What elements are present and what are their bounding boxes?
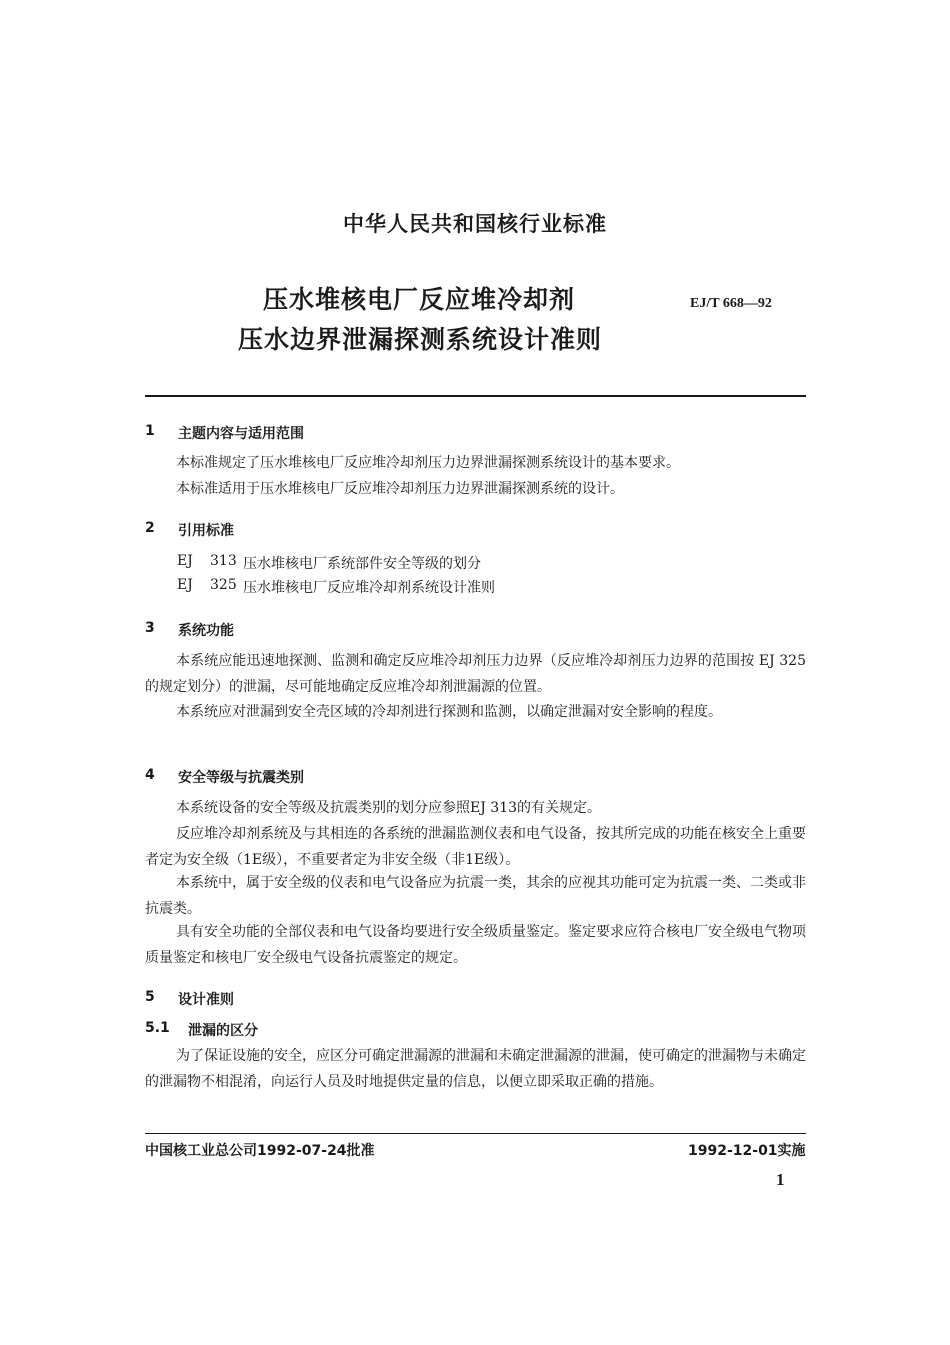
subsection-5-1-number: 5.1 bbox=[145, 1020, 170, 1036]
section-5-number: 5 bbox=[145, 989, 155, 1005]
reference-1-code: EJ bbox=[177, 553, 193, 569]
standard-category: 中华人民共和国核行业标准 bbox=[343, 212, 607, 236]
section-4-title: 安全等级与抗震类别 bbox=[178, 770, 304, 786]
header-divider bbox=[145, 395, 806, 397]
reference-2-number: 325 bbox=[210, 577, 237, 593]
section-1-title: 主题内容与适用范围 bbox=[178, 426, 304, 442]
effective-date: 1992-12-01实施 bbox=[688, 1143, 806, 1159]
page-number: 1 bbox=[776, 1170, 785, 1189]
section-1-paragraph-2: 本标准适用于压水堆核电厂反应堆冷却剂压力边界泄漏探测系统的设计。 bbox=[176, 481, 624, 497]
section-4-paragraph-4: 具有安全功能的全部仪表和电气设备均要进行安全级质量鉴定。鉴定要求应符合核电厂安全级电气物项质量鉴定和核电厂安全级电气设备抗震鉴定的规定。 bbox=[145, 924, 806, 966]
section-4-number: 4 bbox=[145, 767, 155, 783]
subsection-5-1-title: 泄漏的区分 bbox=[188, 1023, 258, 1039]
section-4-paragraph-1: 本系统设备的安全等级及抗震类别的划分应参照EJ 313的有关规定。 bbox=[176, 800, 602, 816]
subsection-5-1-paragraph: 为了保证设施的安全，应区分可确定泄漏源的泄漏和未确定泄漏源的泄漏，使可确定的泄漏物与未确定的泄漏物不相混淆，向运行人员及时地提供定量的信息，以便立即采取正确的措施。 bbox=[145, 1048, 806, 1090]
section-3-number: 3 bbox=[145, 620, 155, 636]
section-2-title: 引用标准 bbox=[178, 523, 234, 539]
section-1-number: 1 bbox=[145, 423, 155, 439]
reference-2-title: 压水堆核电厂反应堆冷却剂系统设计准则 bbox=[243, 580, 495, 596]
section-3-paragraph-1: 本系统应能迅速地探测、监测和确定反应堆冷却剂压力边界（反应堆冷却剂压力边界的范围按 EJ 325 的规定划分）的泄漏，尽可能地确定反应堆冷却剂泄漏源的位置。 bbox=[145, 653, 806, 695]
reference-2-code: EJ bbox=[177, 577, 193, 593]
section-3-paragraph-2: 本系统应对泄漏到安全壳区域的冷却剂进行探测和监测，以确定泄漏对安全影响的程度。 bbox=[176, 704, 722, 720]
section-3-title: 系统功能 bbox=[178, 623, 234, 639]
section-4-paragraph-3: 本系统中，属于安全级的仪表和电气设备应为抗震一类，其余的应视其功能可定为抗震一类、二类或非抗震类。 bbox=[145, 875, 806, 917]
section-5-title: 设计准则 bbox=[178, 992, 234, 1008]
section-2-number: 2 bbox=[145, 520, 155, 536]
reference-1-number: 313 bbox=[210, 553, 237, 569]
document-title-line1: 压水堆核电厂反应堆冷却剂 bbox=[263, 285, 576, 314]
reference-1-title: 压水堆核电厂系统部件安全等级的划分 bbox=[243, 556, 481, 572]
document-title-line2: 压水边界泄漏探测系统设计准则 bbox=[238, 325, 603, 354]
section-1-paragraph-1: 本标准规定了压水堆核电厂反应堆冷却剂压力边界泄漏探测系统设计的基本要求。 bbox=[176, 455, 680, 471]
footer-divider bbox=[145, 1133, 806, 1134]
approval-date: 中国核工业总公司1992-07-24批准 bbox=[145, 1143, 375, 1159]
section-4-paragraph-2: 反应堆冷却剂系统及与其相连的各系统的泄漏监测仪表和电气设备，按其所完成的功能在核安全上重要者定为安全级（1E级），不重要者定为非安全级（非1E级）。 bbox=[145, 826, 806, 868]
standard-code: EJ/T 668—92 bbox=[690, 296, 772, 311]
